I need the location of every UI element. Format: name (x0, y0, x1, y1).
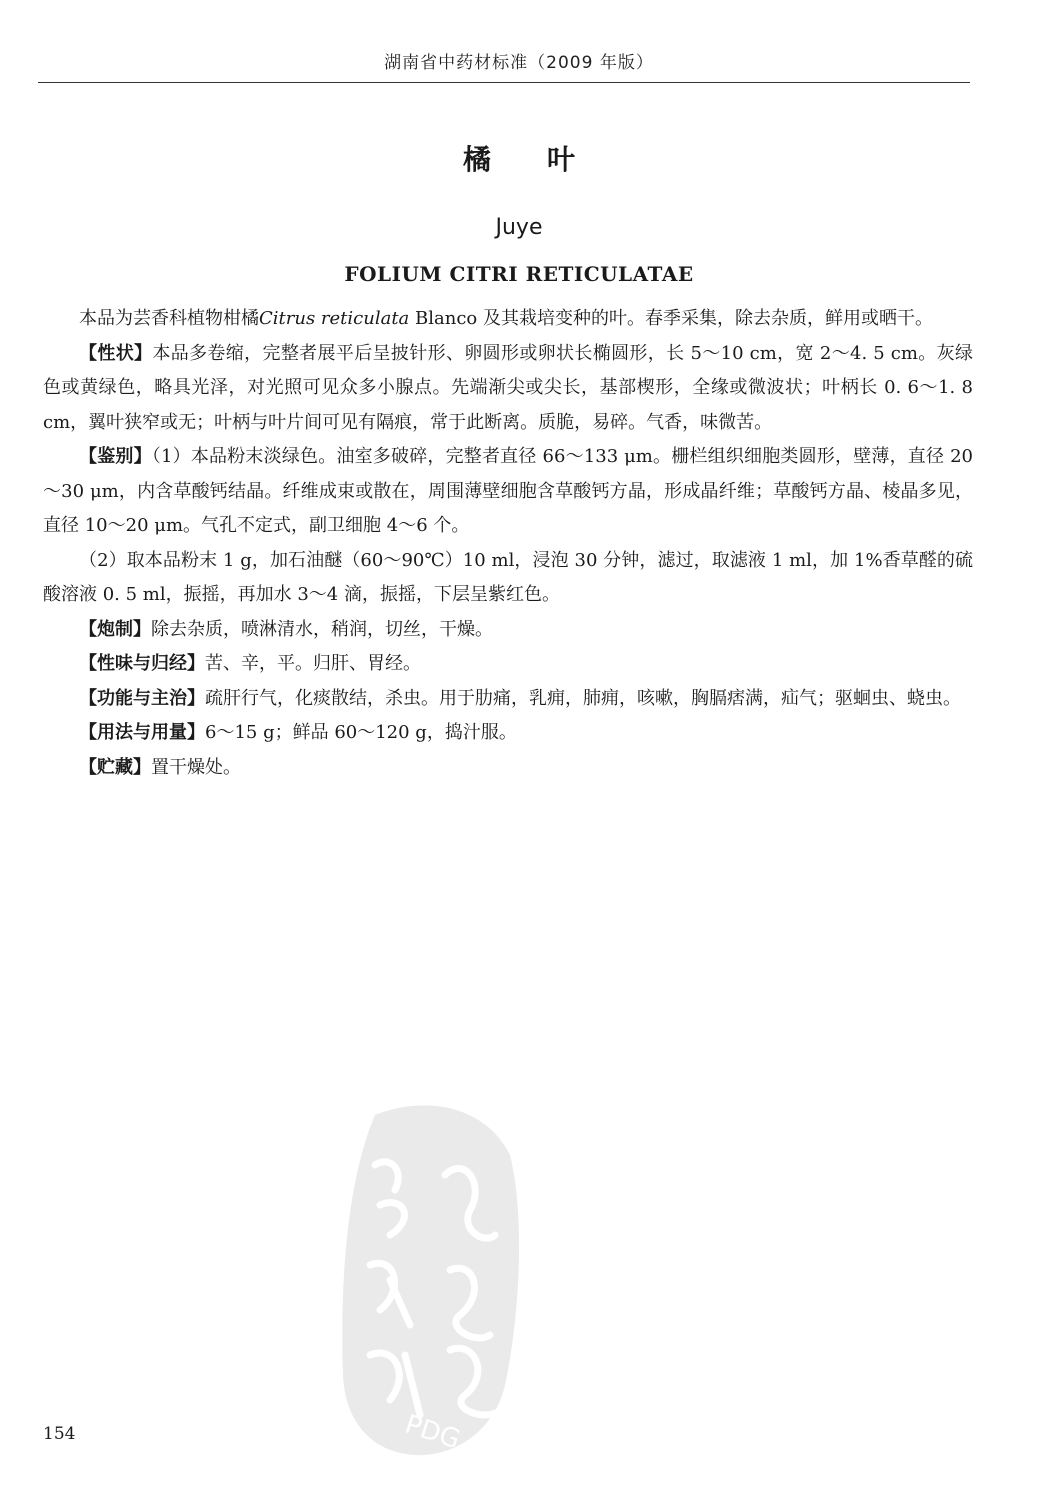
section-text: （2）取本品粉末 1 g，加石油醚（60～90℃）10 ml，浸泡 30 分钟，滤过，取滤液 1 ml，加 1%香草醛的硫酸溶液 0. 5 ml，振摇，再加水 3～4 滴，振摇，下层呈紫红色。 (43, 549, 973, 605)
header-rule (38, 82, 970, 83)
section-text: 除去杂质，喷淋清水，稍润，切丝，干燥。 (151, 618, 493, 640)
watermark-text: PDG (401, 1409, 464, 1456)
section-identification-2 (43, 544, 973, 613)
section-character (43, 337, 973, 441)
section-usage (43, 716, 973, 751)
section-tag: 【性味与归经】 (79, 653, 205, 674)
section-identification (43, 440, 973, 544)
section-tag: 【贮藏】 (79, 756, 151, 778)
section-tag: 【性状】 (79, 342, 153, 364)
seal-watermark (335, 1095, 525, 1465)
section-tag: 【鉴别】 (79, 446, 152, 467)
latin-name: FOLIUM CITRI RETICULATAE (344, 262, 694, 286)
section-tag: 【炮制】 (79, 618, 151, 640)
section-nature (43, 647, 973, 682)
section-functions (43, 682, 973, 717)
section-text: 疏肝行气，化痰散结，杀虫。用于肋痛，乳痈，肺痈，咳嗽，胸膈痞满，疝气；驱蛔虫、蛲虫。 (205, 687, 961, 709)
section-processing (43, 613, 973, 648)
section-storage (43, 751, 973, 786)
page-number: 154 (43, 1424, 76, 1444)
section-text: 置干燥处。 (151, 756, 241, 778)
running-header: 湖南省中药材标准（2009 年版） (384, 53, 654, 73)
section-text: 苦、辛，平。归肝、胃经。 (205, 653, 421, 674)
monograph-body (43, 302, 973, 785)
intro-text-1: 本品为芸香科植物柑橘 (79, 308, 259, 329)
section-tag: 【功能与主治】 (79, 687, 205, 709)
section-text: （1）本品粉末淡绿色。油室多破碎，完整者直径 66～133 μm。栅栏组织细胞类圆形，壁薄，直径 20～30 μm，内含草酸钙结晶。纤维成束或散在，周围薄壁细胞含草酸钙方晶，形成晶纤维；草酸钙方晶、棱晶多见，直径 10～20 μm。气孔不定式，副卫细胞 4～6 个。 (43, 446, 974, 536)
intro-paragraph (43, 302, 973, 337)
pinyin-name: Juye (495, 215, 543, 240)
section-tag: 【用法与用量】 (79, 722, 205, 743)
page-title: 橘叶 (462, 143, 631, 176)
species-name: Citrus reticulata (259, 308, 410, 329)
section-text: 6～15 g；鲜品 60～120 g，捣汁服。 (205, 722, 517, 743)
section-text: 本品多卷缩，完整者展平后呈披针形、卵圆形或卵状长椭圆形，长 5～10 cm，宽 2～4. 5 cm。灰绿色或黄绿色，略具光泽，对光照可见众多小腺点。先端渐尖或尖长，基部楔形，全缘或微波状；叶柄长 0. 6～1. 8 cm，翼叶狭窄或无；叶柄与叶片间可见有隔痕，常于此断离。质脆，易碎。气香，味微苦。 (43, 342, 973, 433)
intro-text-2: Blanco 及其栽培变种的叶。春季采集，除去杂质，鲜用或晒干。 (409, 308, 933, 329)
